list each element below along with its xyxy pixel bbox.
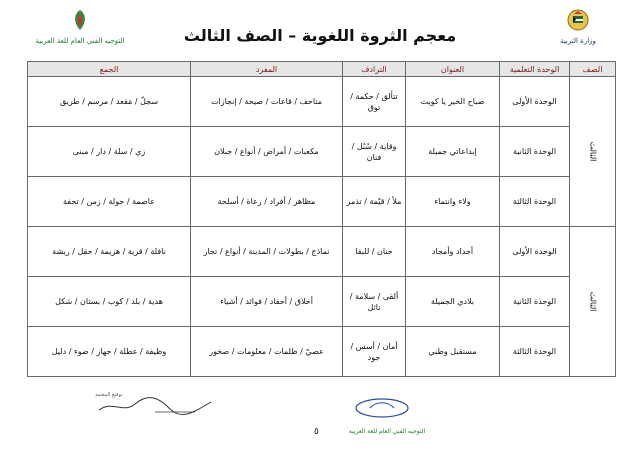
heading-cell: إبداعاتي جميلة [406, 127, 500, 177]
table-row [28, 127, 616, 177]
column-header-heading: العنوان [406, 62, 500, 77]
column-header-plural: الجمع [28, 62, 191, 77]
table-row [28, 277, 616, 327]
table-row [28, 327, 616, 377]
singular-cell: عصيّ / ظلمات / معلومات / صخور [191, 327, 343, 377]
table-row [28, 77, 616, 127]
ministry-emblem-icon [566, 8, 590, 32]
grade-label: الثالث [588, 291, 597, 312]
unit-cell: الوحدة الثانية [500, 127, 570, 177]
synonym-cell: تتألق / حكمة / توق [343, 77, 406, 127]
heading-cell: أجداد وأمجاد [406, 227, 500, 277]
column-header-unit: الوحدة التعلمية [500, 62, 570, 77]
singular-cell: أخلاق / أحفاد / فوائد / أشياء [191, 277, 343, 327]
unit-cell: الوحدة الثالثة [500, 327, 570, 377]
unit-cell: الوحدة الأولى [500, 227, 570, 277]
singular-cell: مكعبات / أمراض / أنواع / جبلان [191, 127, 343, 177]
page-number: ٥ [314, 427, 319, 437]
singular-cell: مظاهر / أفراد / رعاة / أسلحة [191, 177, 343, 227]
plural-cell: عاصمة / جولة / زمن / تحفة [28, 177, 191, 227]
singular-cell: متاحف / قاعات / صيحة / إنجازات [191, 77, 343, 127]
heading-cell: ولاء وانتماء [406, 177, 500, 227]
column-header-singular: المفرد [191, 62, 343, 77]
signature-text: توقيع المعتمد [95, 392, 123, 398]
unit-cell: الوحدة الثانية [500, 277, 570, 327]
table-header-row [28, 62, 616, 77]
column-header-synonym: الترادف [343, 62, 406, 77]
table-row [28, 177, 616, 227]
synonym-cell: ملأ / قيّمة / تذمر [343, 177, 406, 227]
right-caption: وزارة التربية [560, 37, 596, 45]
plural-cell: هدية / بلد / كوب / بستان / شكل [28, 277, 191, 327]
official-stamp-icon [352, 397, 412, 419]
synonym-cell: أمان / أسس / جود [343, 327, 406, 377]
singular-cell: نماذج / بطولات / المدينة / أنواع / تجار [191, 227, 343, 277]
grade-cell [570, 77, 616, 227]
plural-cell: سجلّ / مَقعد / مرسم / طريق [28, 77, 191, 127]
grade-cell [570, 227, 616, 377]
ministry-logo-block [538, 8, 618, 45]
heading-cell: بلادي الجميلة [406, 277, 500, 327]
arabic-supervision-logo-icon [69, 8, 91, 32]
plural-cell: زي / سلة / دار / مبنى [28, 127, 191, 177]
page-title: معجم الثروة اللغوية – الصف الثالث [183, 26, 457, 45]
synonym-cell: ألقى / سلامة / تائل [343, 277, 406, 327]
grade-label: الثالث [588, 141, 597, 162]
vocabulary-table [27, 61, 616, 377]
table-row [28, 227, 616, 277]
arabic-supervision-logo-block [20, 8, 140, 45]
plural-cell: وظيفة / عطلة / جهاز / ضوء / دليل [28, 327, 191, 377]
heading-cell: مستقبل وطني [406, 327, 500, 377]
left-caption: التوجيه الفني العام للغة العربية [35, 37, 125, 45]
stamp-caption: التوجيه الفني العام للغة العربية [348, 428, 426, 435]
unit-cell: الوحدة الثالثة [500, 177, 570, 227]
heading-cell: صباح الخير يا كويت [406, 77, 500, 127]
synonym-cell: حنان / للبقا [343, 227, 406, 277]
column-header-grade: الصف [570, 62, 616, 77]
unit-cell: الوحدة الأولى [500, 77, 570, 127]
plural-cell: نافلة / قرية / هزيمة / حقل / ريشة [28, 227, 191, 277]
synonym-cell: وقاية / سُبُل / فنان [343, 127, 406, 177]
